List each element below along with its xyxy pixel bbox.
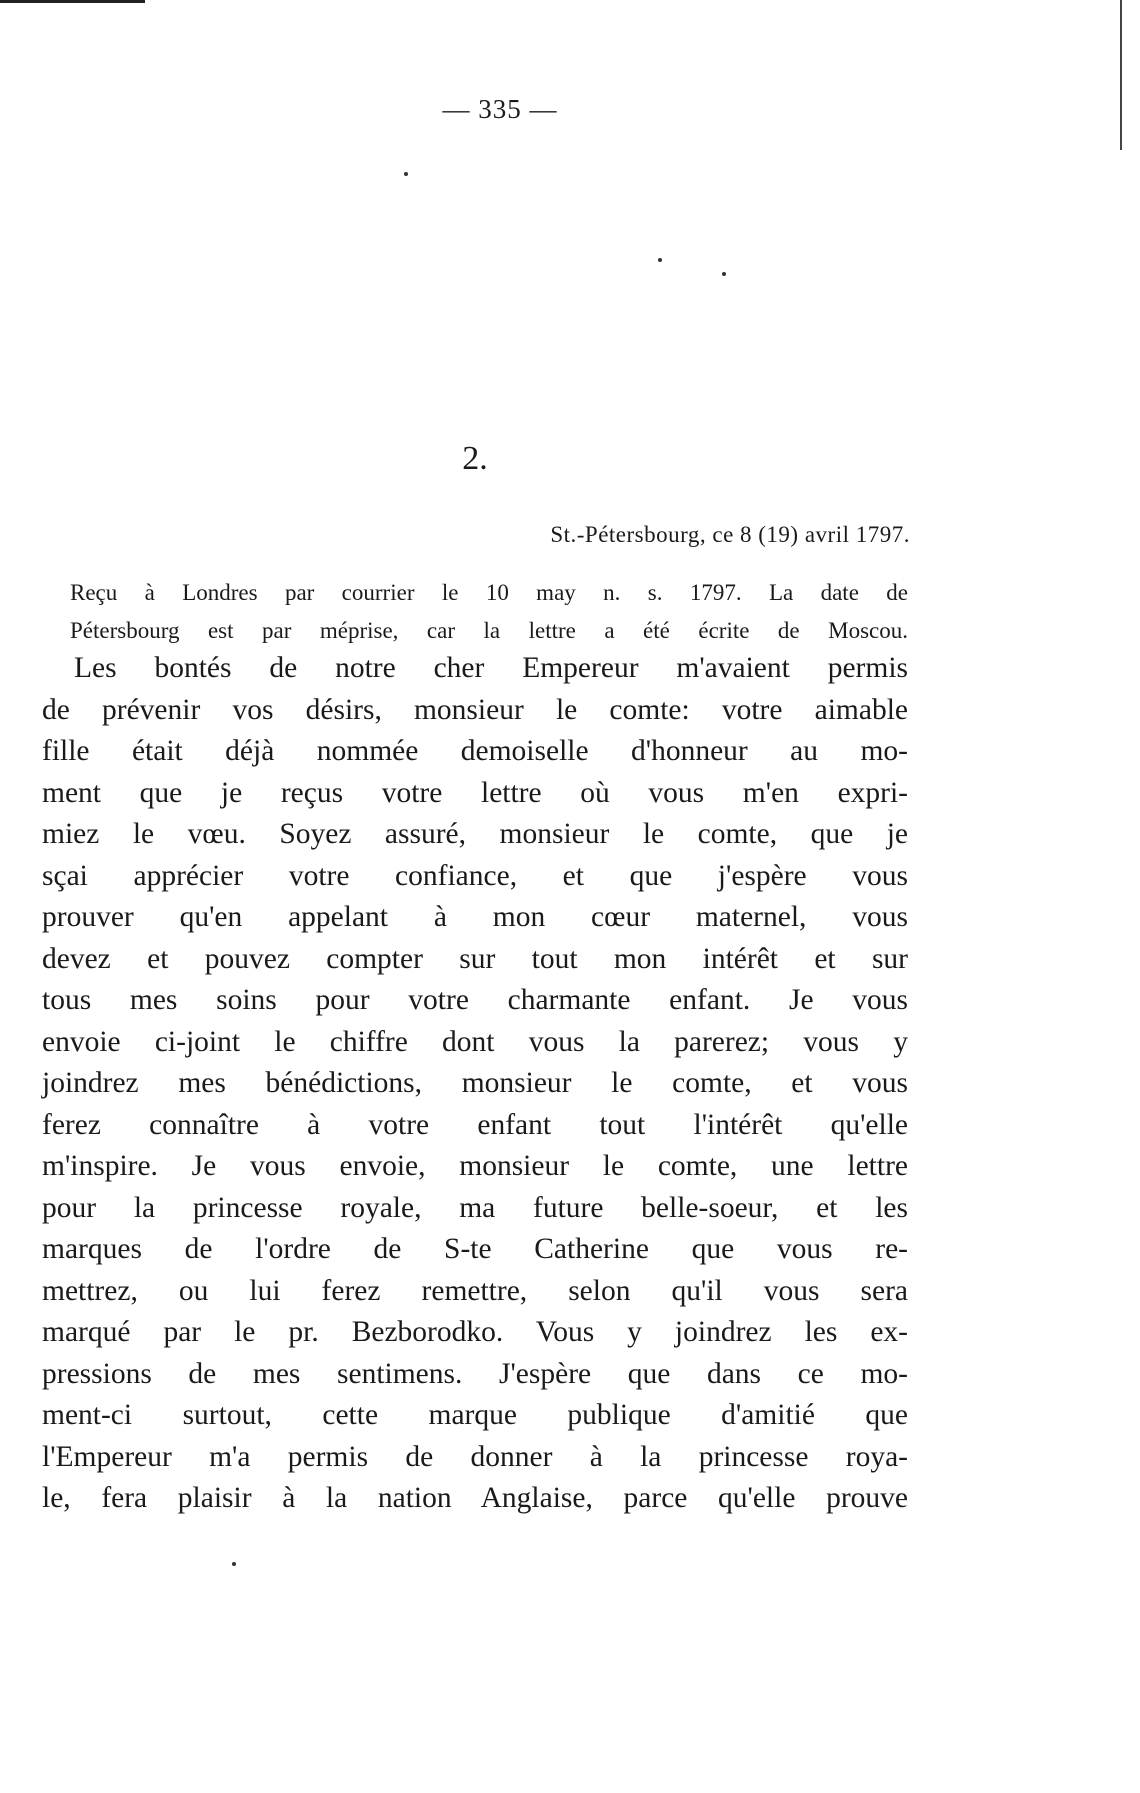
- body-line: m'inspire. Je vous envoie, monsieur le comte, une lettre: [42, 1150, 908, 1182]
- body-line: miez le vœu. Soyez assuré, monsieur le comte, que je: [42, 818, 908, 850]
- body-line: joindrez mes bénédictions, monsieur le comte, et vous: [42, 1067, 908, 1099]
- scan-speck: [404, 172, 408, 176]
- body-line: Les bontés de notre cher Empereur m'avaient permis: [74, 652, 908, 684]
- body-line: prouver qu'en appelant à mon cœur maternel, vous: [42, 901, 908, 933]
- body-line: de prévenir vos désirs, monsieur le comte: votre aimable: [42, 693, 908, 726]
- note-line: Pétersbourg est par méprise, car la lettre a été écrite de Moscou.: [70, 618, 908, 643]
- body-line: fille était déjà nommée demoiselle d'honneur au mo-: [42, 735, 908, 767]
- scan-speck: [722, 272, 726, 276]
- body-line: ferez connaître à votre enfant tout l'intérêt qu'elle: [42, 1108, 908, 1141]
- section-number: 2.: [462, 440, 488, 477]
- page-number: — 335 —: [442, 94, 558, 124]
- scan-speck: [658, 258, 662, 262]
- receipt-note: [70, 574, 908, 650]
- body-line: ment que je reçus votre lettre où vous m'en expri-: [42, 776, 908, 809]
- letter-dateline: St.-Pétersbourg, ce 8 (19) avril 1797.: [550, 522, 910, 547]
- body-line: tous mes soins pour votre charmante enfant. Je vous: [42, 984, 908, 1016]
- body-line: envoie ci-joint le chiffre dont vous la parerez; vous y: [42, 1025, 908, 1058]
- body-line: sçai apprécier votre confiance, et que j'espère vous: [42, 859, 908, 892]
- body-line: pressions de mes sentimens. J'espère que dans ce mo-: [42, 1357, 908, 1390]
- body-line: mettrez, ou lui ferez remettre, selon qu'il vous sera: [42, 1274, 908, 1307]
- body-line: l'Empereur m'a permis de donner à la princesse roya-: [42, 1440, 908, 1473]
- note-line: Reçu à Londres par courrier le 10 may n. s. 1797. La date de: [70, 580, 908, 605]
- body-line: le, fera plaisir à la nation Anglaise, parce qu'elle prouve: [42, 1482, 908, 1514]
- body-line: marqué par le pr. Bezborodko. Vous y joindrez les ex-: [42, 1316, 908, 1348]
- scan-edge-mark: [1120, 0, 1122, 150]
- scan-border-mark: [0, 0, 145, 3]
- letter-body: [42, 648, 908, 1520]
- body-line: pour la princesse royale, ma future belle-soeur, et les: [42, 1191, 908, 1224]
- body-line: ment-ci surtout, cette marque publique d'amitié que: [42, 1399, 908, 1431]
- scan-speck: [232, 1562, 236, 1566]
- body-line: devez et pouvez compter sur tout mon intérêt et sur: [42, 942, 908, 975]
- body-line: marques de l'ordre de S-te Catherine que vous re-: [42, 1233, 908, 1265]
